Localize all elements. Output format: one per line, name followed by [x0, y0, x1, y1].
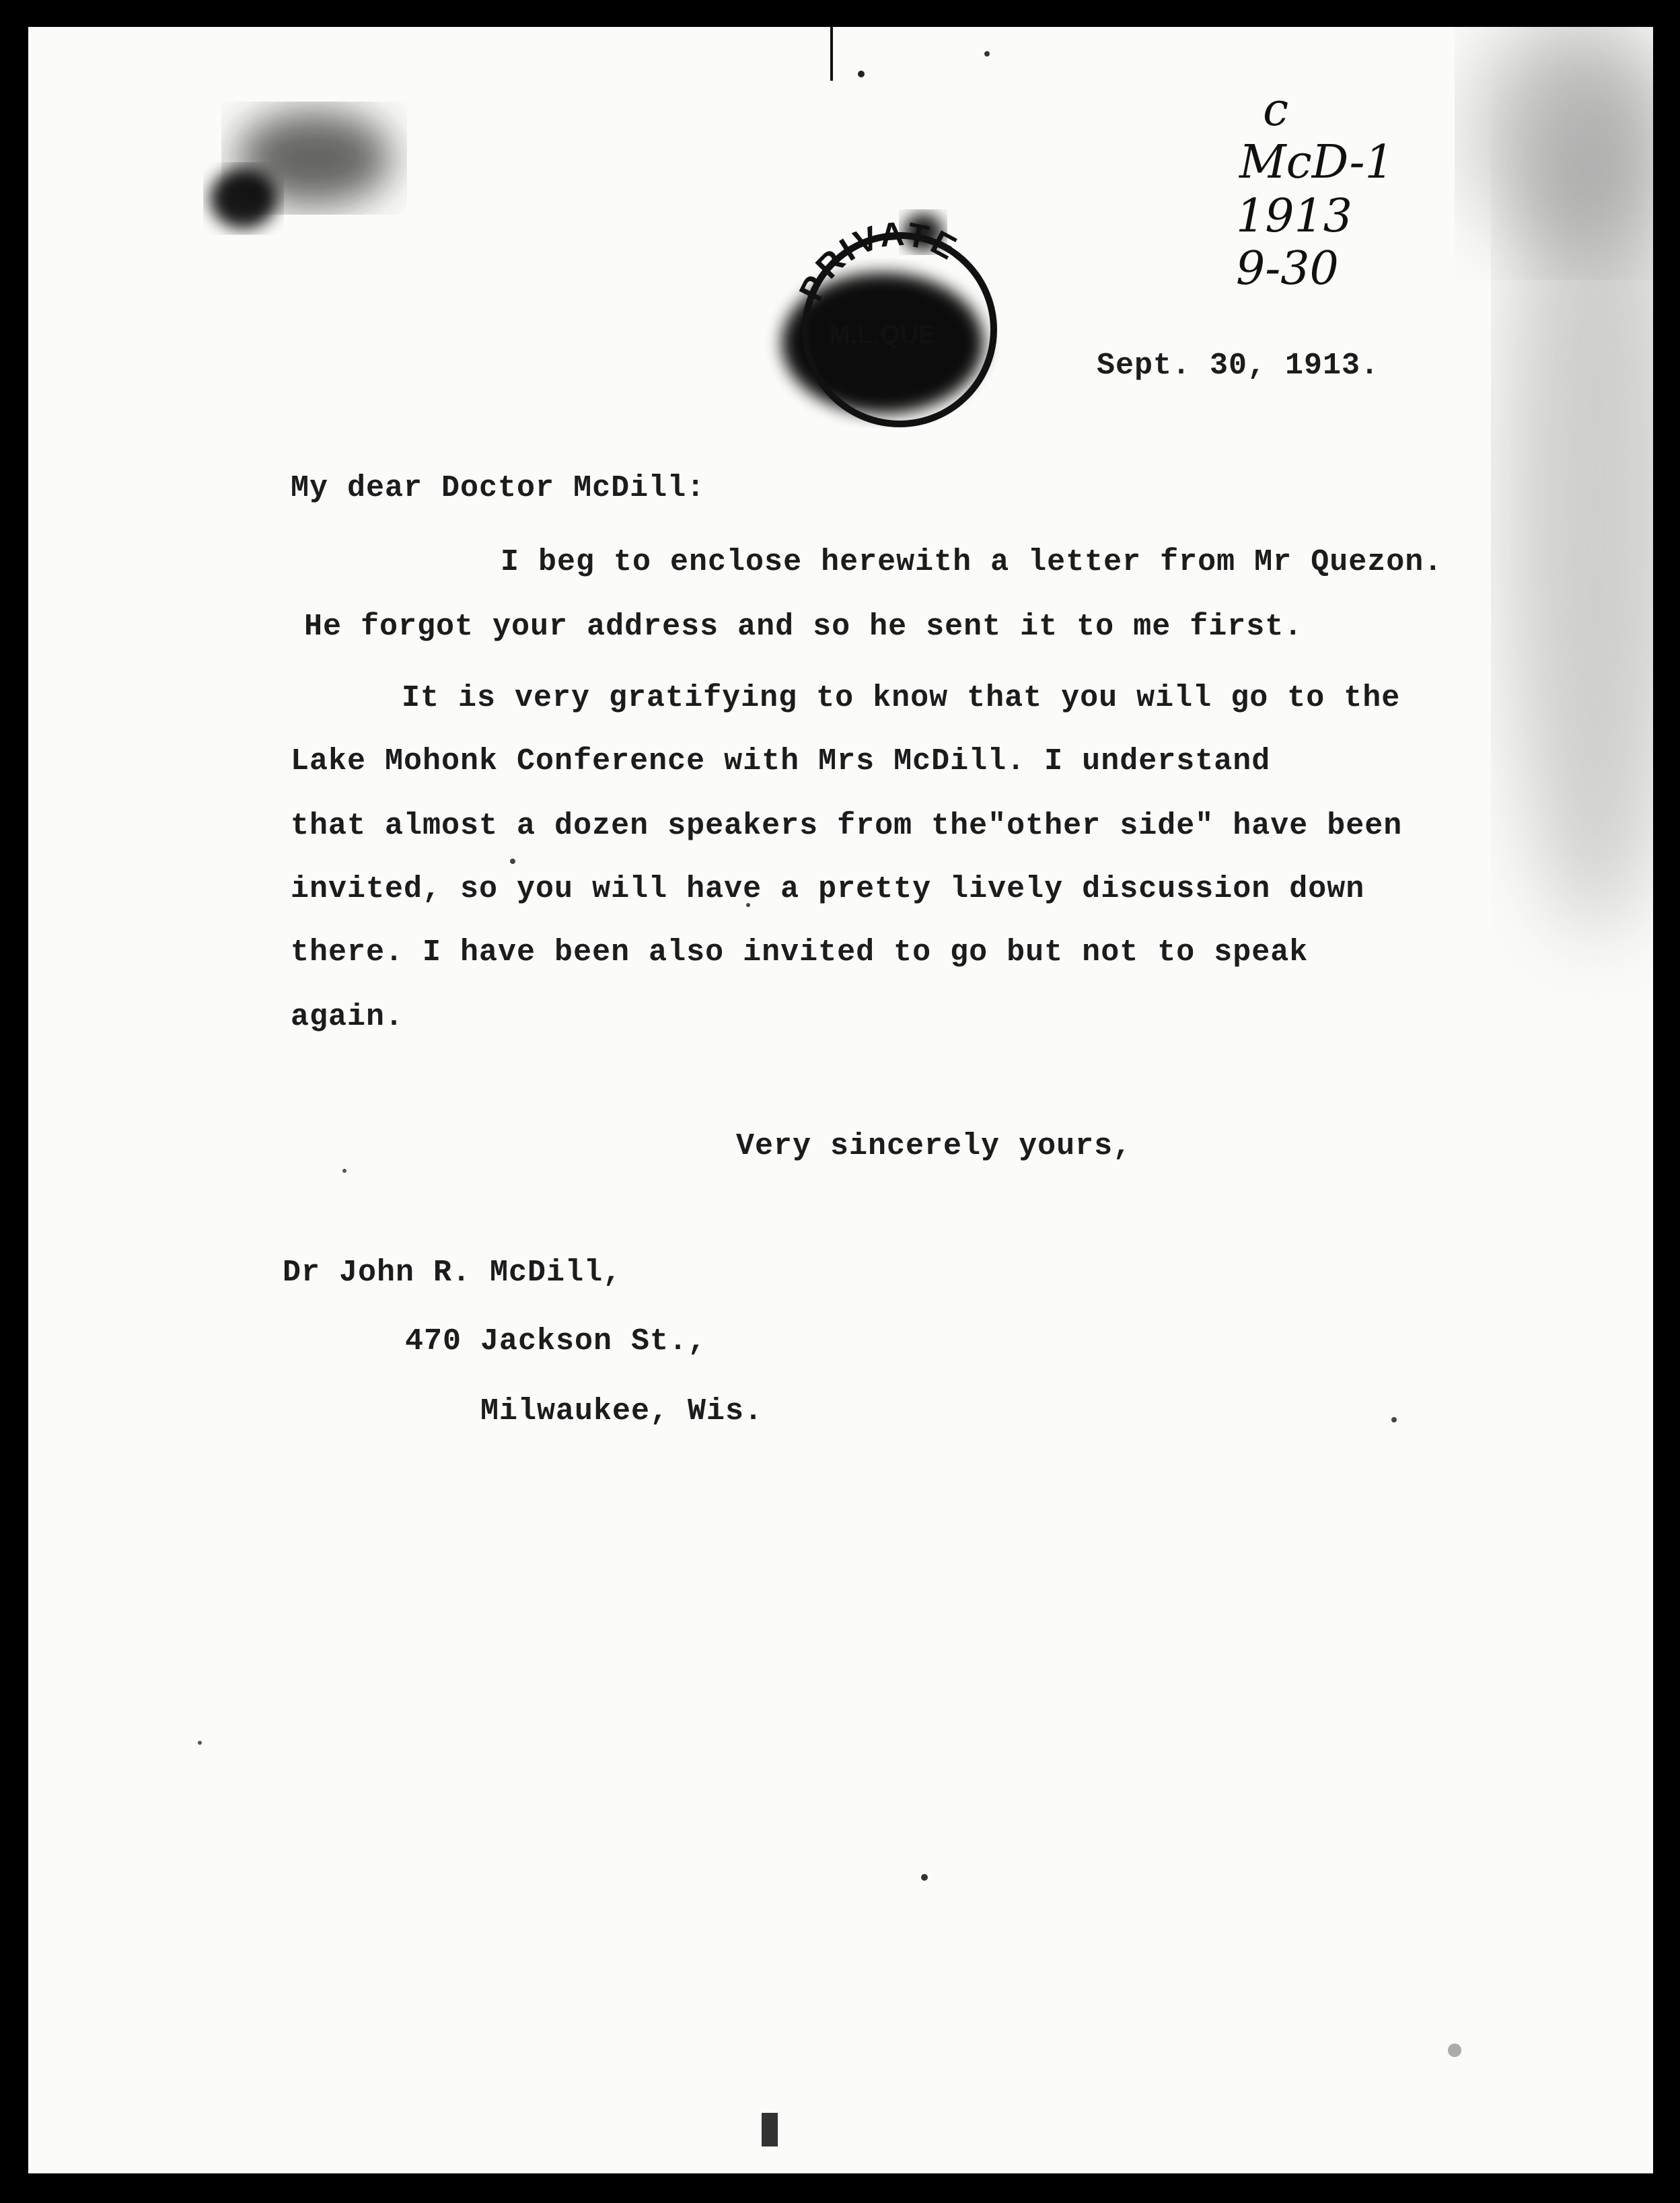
notation-line-3: 1913 — [1236, 190, 1353, 243]
speck — [921, 1874, 928, 1881]
address-line: Dr John R. McDill, — [283, 1256, 622, 1290]
body-line: invited, so you will have a pretty lively discussion down — [291, 872, 1365, 906]
smudge-top-left-dark — [210, 168, 277, 229]
salutation: My dear Doctor McDill: — [291, 471, 706, 505]
speck — [1391, 1417, 1397, 1422]
notation-line-2: McD-1 — [1239, 136, 1394, 189]
foxing-top-right — [1475, 27, 1653, 256]
body-line: Lake Mohonk Conference with Mrs McDill. I understand — [291, 744, 1271, 779]
notation-line-4: 9-30 — [1236, 242, 1339, 295]
body-line: that almost a dozen speakers from the"other side" have been — [291, 809, 1403, 843]
speck — [984, 51, 990, 57]
stamp-label: PRIVATE — [791, 215, 965, 307]
speck — [342, 1169, 346, 1173]
paper-mark-top — [830, 27, 833, 81]
notation-line-1: c — [1263, 83, 1289, 137]
body-line: there. I have been also invited to go but not to speak — [291, 935, 1309, 970]
speck — [510, 859, 515, 864]
speck — [198, 1741, 202, 1745]
speck — [858, 71, 865, 77]
speck — [1448, 2044, 1461, 2057]
letter-page — [28, 27, 1653, 2173]
body-line: He forgot your address and so he sent it to me first. — [304, 610, 1303, 644]
body-line: again. — [291, 1000, 404, 1034]
stamp-sub: M.L.QUE — [829, 321, 936, 349]
closing: Very sincerely yours, — [736, 1129, 1132, 1163]
address-line: 470 Jackson St., — [405, 1324, 707, 1359]
paper-mark-bottom — [762, 2113, 778, 2146]
body-line: I beg to enclose herewith a letter from Mr Quezon. — [501, 545, 1443, 579]
address-line: Milwaukee, Wis. — [480, 1394, 764, 1429]
letter-date: Sept. 30, 1913. — [1097, 349, 1380, 383]
body-line: It is very gratifying to know that you will go to the — [402, 681, 1401, 715]
private-stamp — [789, 215, 1011, 437]
